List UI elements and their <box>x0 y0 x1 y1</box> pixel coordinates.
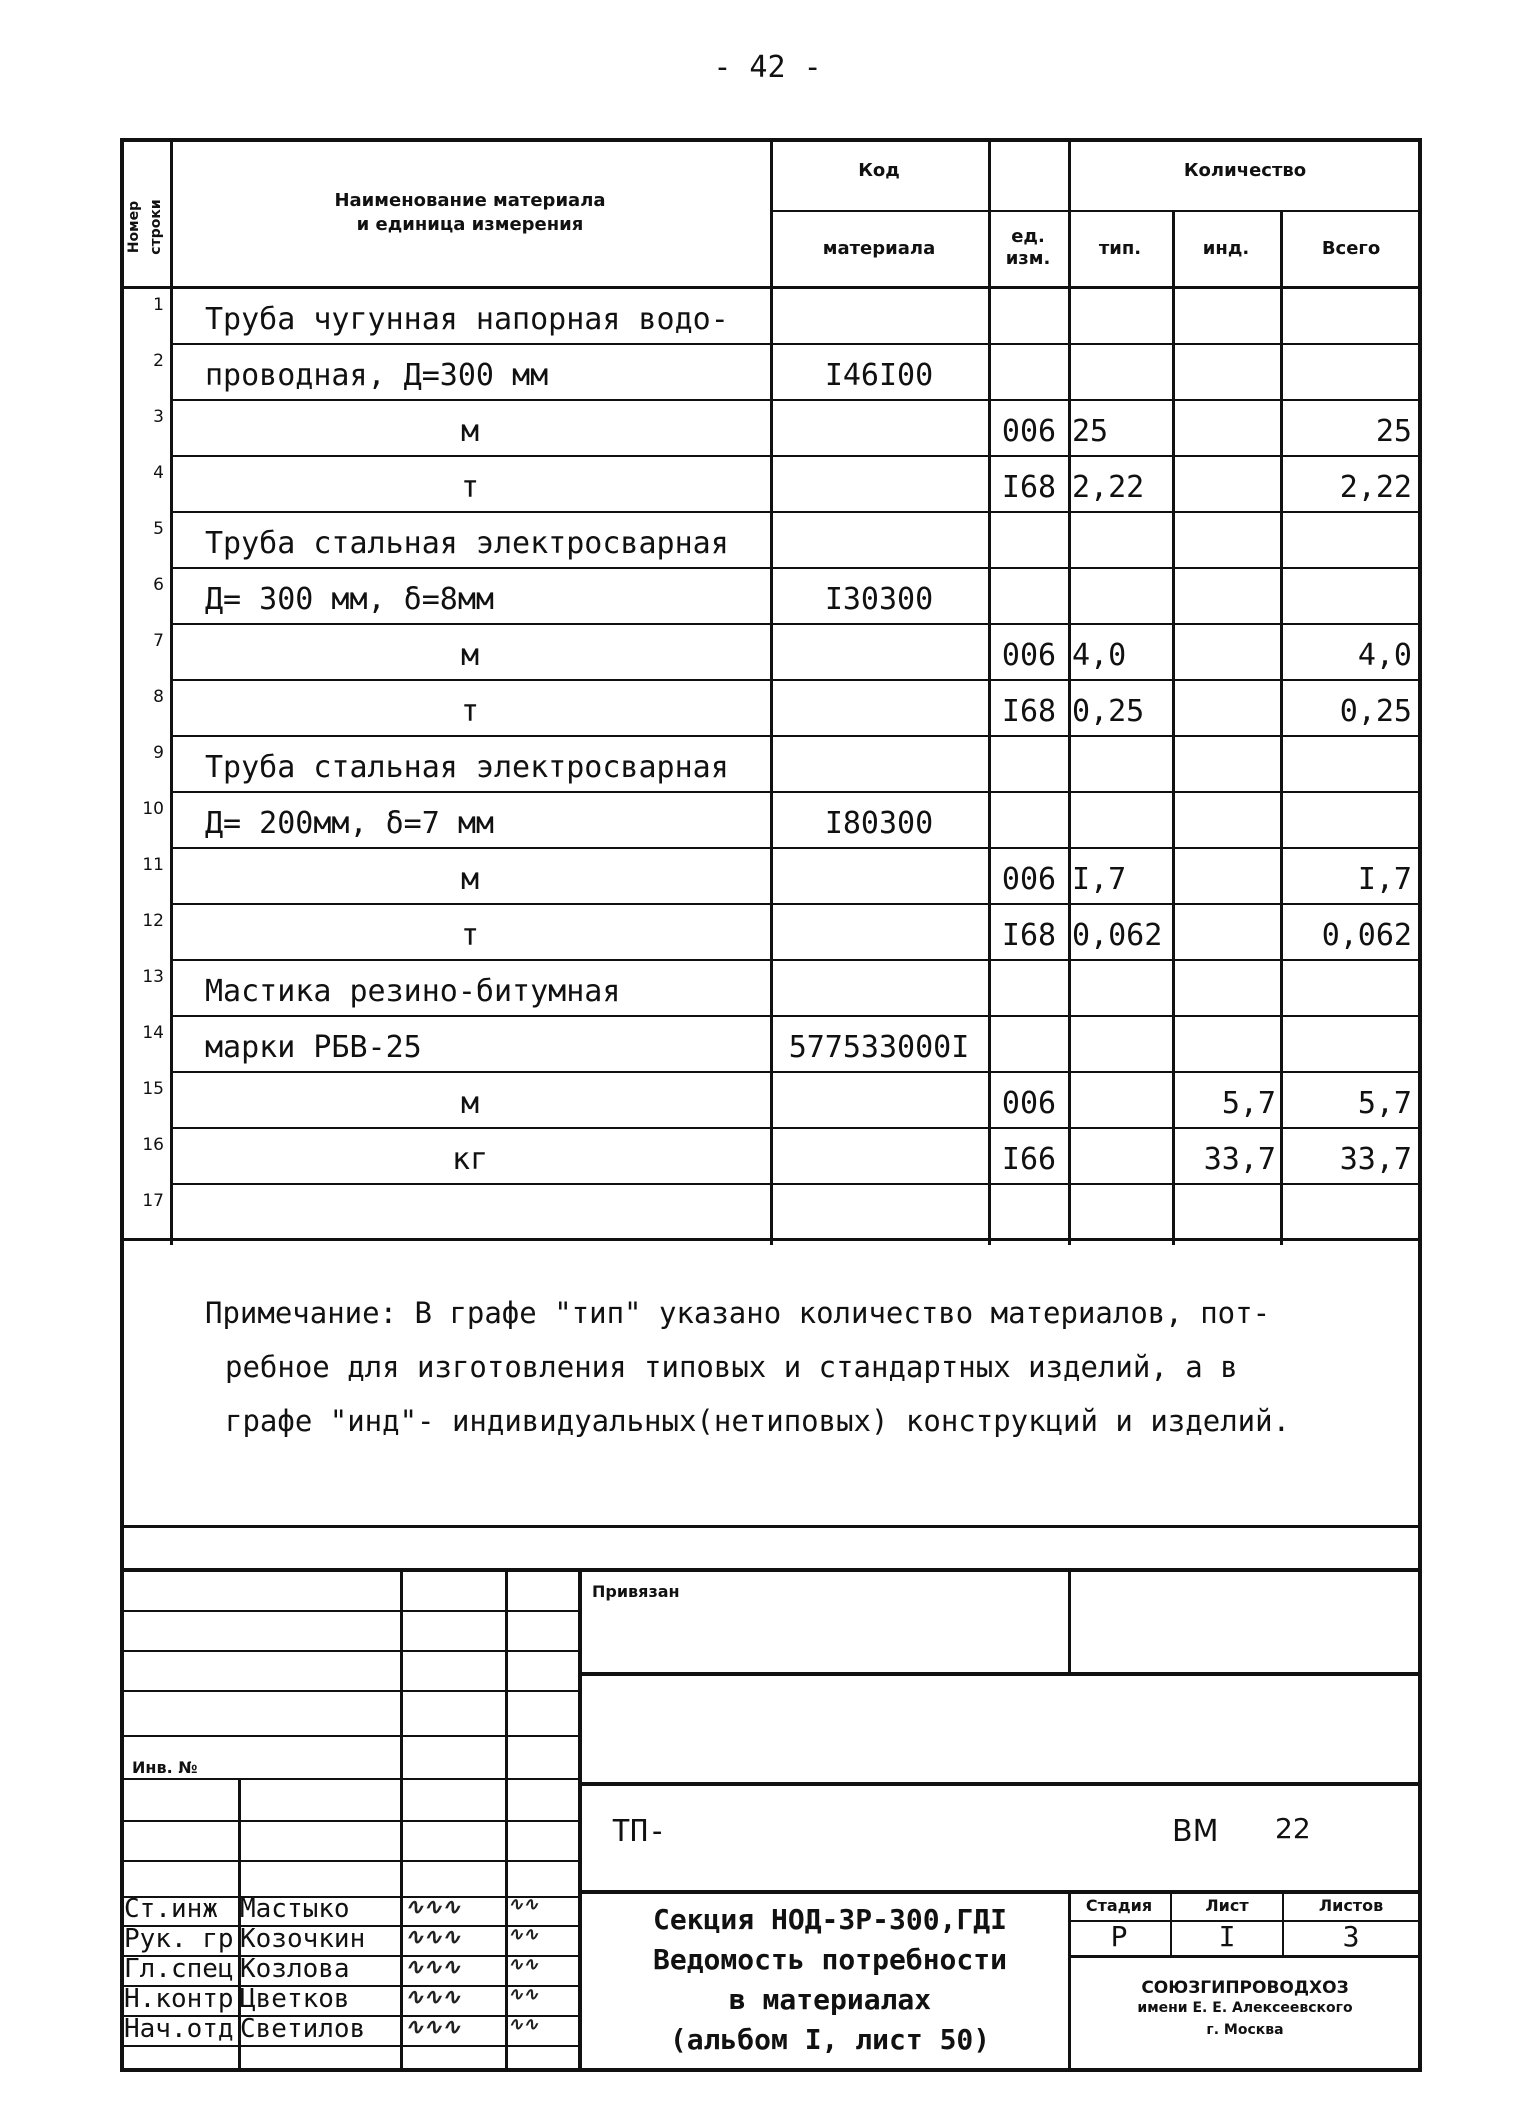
material-code: I30300 <box>824 582 934 617</box>
row-number: 16 <box>142 1135 164 1155</box>
header-typ: тип. <box>1098 238 1142 259</box>
material-name: кг <box>451 1142 489 1177</box>
signer-role: Н.контр <box>124 1984 234 2014</box>
page-number: - 42 - <box>713 50 822 85</box>
row-number: 10 <box>142 799 164 819</box>
column-line <box>170 138 173 1245</box>
material-name: Д= 300 мм, δ=8мм <box>205 582 494 617</box>
material-name: т <box>460 470 480 505</box>
material-name: проводная, Д=300 мм <box>205 358 549 393</box>
material-name: Труба стальная электросварная <box>205 526 729 561</box>
inventory-number-label: Инв. № <box>132 1758 198 1777</box>
row-line <box>170 567 1422 569</box>
handwritten-signature: ∿∿∿ <box>405 1924 461 1950</box>
unit-code: 006 <box>1001 1086 1057 1121</box>
sheet-title-line: Ведомость потребности <box>652 1943 1007 1976</box>
header-material: материала <box>822 238 936 259</box>
handwritten-date: ∿∿ <box>508 1894 539 1915</box>
stamp-line <box>578 1672 1422 1676</box>
stamp-line <box>578 1890 1422 1894</box>
row-line <box>170 735 1422 737</box>
stamp-line <box>578 1782 1422 1786</box>
row-number: 13 <box>142 967 164 987</box>
signer-name: Козлова <box>240 1954 350 1984</box>
sheet-title-line: Секция НОД-ЗР-300,ГДI <box>652 1903 1007 1936</box>
tp-code: ТП- <box>612 1814 667 1849</box>
stamp-line <box>120 1568 1422 1572</box>
vm-code: ВМ <box>1172 1814 1219 1849</box>
qty-total: 33,7 <box>1339 1142 1412 1177</box>
unit-code: I66 <box>1001 1142 1057 1177</box>
qty-typ: 0,25 <box>1072 694 1145 729</box>
material-name: марки РБВ-25 <box>205 1030 422 1065</box>
signer-name: Цветков <box>240 1984 350 2014</box>
stamp-row-line <box>120 1610 580 1612</box>
note-top-line <box>120 1238 1422 1241</box>
row-number: 3 <box>153 407 164 427</box>
unit-code: 006 <box>1001 862 1057 897</box>
row-line <box>170 959 1422 961</box>
header-unit: ед. изм. <box>1005 226 1051 269</box>
qty-total: 0,062 <box>1321 918 1412 953</box>
material-code: I80300 <box>824 806 934 841</box>
qty-ind: 5,7 <box>1221 1086 1276 1121</box>
row-number: 1 <box>153 295 164 315</box>
qty-total: 0,25 <box>1339 694 1412 729</box>
note-line-2: ребное для изготовления типовых и стандартных изделий, а в <box>225 1350 1238 1384</box>
sheet-label: Лист <box>1205 1896 1249 1915</box>
signer-role: Ст.инж <box>124 1894 218 1924</box>
unit-code: I68 <box>1001 918 1057 953</box>
header-row-number: Номер строки <box>126 199 164 255</box>
qty-total: 25 <box>1375 414 1412 449</box>
header-name-line1: Наименование материала <box>334 190 606 211</box>
handwritten-signature: ∿∿∿ <box>405 1984 461 2010</box>
stamp-row-line <box>120 1778 580 1780</box>
material-name: Труба чугунная напорная водо- <box>205 302 729 337</box>
row-line <box>170 847 1422 849</box>
row-number: 15 <box>142 1079 164 1099</box>
sheets-label: Листов <box>1318 1896 1384 1915</box>
row-line <box>170 343 1422 345</box>
material-name: Мастика резино-битумная <box>205 974 621 1009</box>
organization-line: г. Москва <box>1206 2022 1284 2038</box>
organization-line: имени Е. Е. Алексеевского <box>1137 2000 1353 2016</box>
row-number: 8 <box>153 687 164 707</box>
row-line <box>170 791 1422 793</box>
signer-name: Козочкин <box>240 1924 366 1954</box>
qty-typ: 25 <box>1072 414 1109 449</box>
stamp-sheet-value: I <box>1218 1920 1236 1953</box>
header-code: Код <box>858 160 900 181</box>
qty-typ: 4,0 <box>1072 638 1127 673</box>
qty-typ: 0,062 <box>1072 918 1163 953</box>
column-line <box>770 138 773 1245</box>
stamp-row-line <box>120 1860 580 1862</box>
signer-name: Светилов <box>240 2014 366 2044</box>
row-number: 5 <box>153 519 164 539</box>
signer-role: Гл.спец <box>124 1954 234 1984</box>
unit-code: 006 <box>1001 638 1057 673</box>
column-line <box>988 138 991 1245</box>
qty-typ: 2,22 <box>1072 470 1145 505</box>
handwritten-date: ∿∿ <box>508 1924 539 1945</box>
row-line <box>170 679 1422 681</box>
header-total: Всего <box>1321 238 1381 259</box>
row-number: 11 <box>142 855 164 875</box>
material-name: Труба стальная электросварная <box>205 750 729 785</box>
row-number: 14 <box>142 1023 164 1043</box>
privyazan-label: Привязан <box>592 1582 680 1601</box>
signer-name: Мастыко <box>240 1894 350 1924</box>
sheet-title-line: (альбом I, лист 50) <box>669 2023 991 2056</box>
material-code: I46I00 <box>824 358 934 393</box>
material-name: Д= 200мм, δ=7 мм <box>205 806 494 841</box>
header-quantity: Количество <box>1183 160 1307 181</box>
stamp-sheets-value: 3 <box>1342 1920 1360 1953</box>
material-name: м <box>460 1086 480 1121</box>
qty-total: 2,22 <box>1339 470 1412 505</box>
row-number: 2 <box>153 351 164 371</box>
stamp-stage-value: Р <box>1110 1920 1128 1953</box>
unit-code: I68 <box>1001 694 1057 729</box>
qty-total: I,7 <box>1357 862 1412 897</box>
handwritten-date: ∿∿ <box>508 2014 539 2035</box>
note-line-3: графе "инд"- индивидуальных(нетиповых) конструкций и изделий. <box>225 1404 1291 1438</box>
sheet-code: 22 <box>1275 1812 1311 1845</box>
stamp-row-line <box>120 1735 580 1737</box>
unit-code: 006 <box>1001 414 1057 449</box>
material-name: м <box>460 414 480 449</box>
row-number: 4 <box>153 463 164 483</box>
qty-ind: 33,7 <box>1203 1142 1276 1177</box>
qty-total: 5,7 <box>1357 1086 1412 1121</box>
header-name-line2: и единица измерения <box>356 214 584 235</box>
row-line <box>170 399 1422 401</box>
handwritten-date: ∿∿ <box>508 1954 539 1975</box>
note-line-1: Примечание: В графе "тип" указано количество материалов, пот- <box>205 1296 1271 1330</box>
sheet-title-line: в материалах <box>728 1983 932 2016</box>
row-number: 6 <box>153 575 164 595</box>
row-number: 7 <box>153 631 164 651</box>
row-line <box>170 1127 1422 1129</box>
stage-label: Стадия <box>1085 1896 1153 1915</box>
stamp-row-line <box>120 1820 580 1822</box>
organization-line: СОЮЗГИПРОВОДХОЗ <box>1141 1978 1349 1998</box>
stamp-col <box>578 1568 582 2070</box>
stamp-row-line <box>1068 1955 1422 1958</box>
material-name: т <box>460 694 480 729</box>
stamp-row-line <box>120 1690 580 1692</box>
stamp-bottom-border <box>120 2068 1422 2072</box>
header-ind: инд. <box>1202 238 1250 259</box>
material-code: 577533000I <box>788 1030 970 1065</box>
signer-role: Нач.отд <box>124 2014 234 2044</box>
stamp-right-border <box>1418 1238 1422 2070</box>
material-name: м <box>460 862 480 897</box>
stamp-col <box>1068 1568 1071 1672</box>
header-subline <box>770 210 1422 212</box>
row-line <box>170 903 1422 905</box>
row-line <box>170 455 1422 457</box>
unit-code: I68 <box>1001 470 1057 505</box>
row-number: 9 <box>153 743 164 763</box>
row-line <box>170 511 1422 513</box>
table-right-border <box>1418 138 1422 1238</box>
row-line <box>170 1183 1422 1185</box>
row-number: 17 <box>142 1191 164 1211</box>
signer-role: Рук. гр <box>124 1924 234 1954</box>
stamp-line <box>120 1525 1422 1528</box>
qty-typ: I,7 <box>1072 862 1127 897</box>
handwritten-date: ∿∿ <box>508 1984 539 2005</box>
stamp-row-line <box>120 1650 580 1652</box>
material-name: т <box>460 918 480 953</box>
row-line <box>170 1071 1422 1073</box>
handwritten-signature: ∿∿∿ <box>405 1954 461 1980</box>
handwritten-signature: ∿∿∿ <box>405 1894 461 1920</box>
column-line <box>1068 138 1071 1245</box>
stamp-col <box>400 1568 403 2070</box>
row-number: 12 <box>142 911 164 931</box>
qty-total: 4,0 <box>1357 638 1412 673</box>
material-name: м <box>460 638 480 673</box>
row-line <box>170 1015 1422 1017</box>
handwritten-signature: ∿∿∿ <box>405 2014 461 2040</box>
row-line <box>170 623 1422 625</box>
